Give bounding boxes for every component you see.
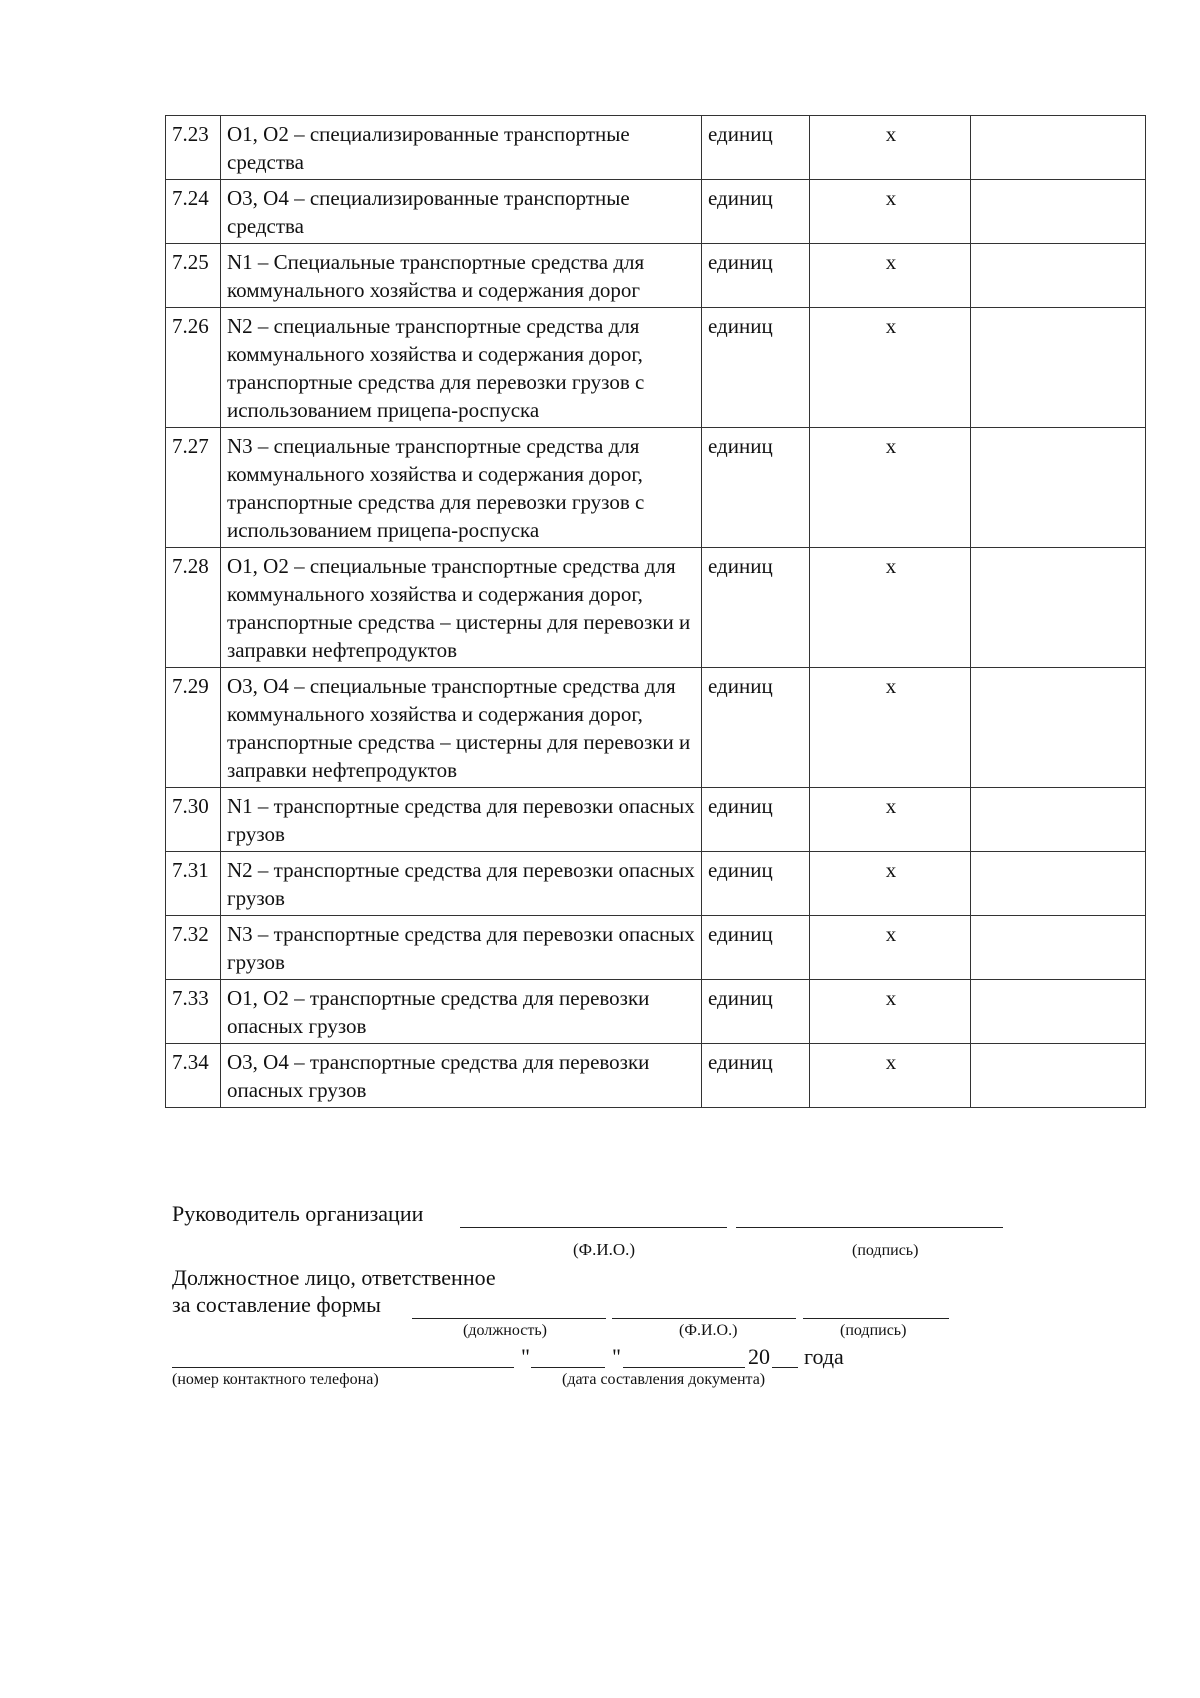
phone-line[interactable] bbox=[172, 1367, 514, 1368]
unit-cell: единиц bbox=[702, 916, 810, 980]
value-cell: x bbox=[810, 852, 971, 916]
row-number-cell: 7.23 bbox=[166, 116, 221, 180]
table-row bbox=[166, 980, 1146, 1044]
row-number-cell: 7.24 bbox=[166, 180, 221, 244]
date-year-line[interactable] bbox=[772, 1367, 798, 1368]
head-fio-line[interactable] bbox=[460, 1227, 727, 1228]
official-sign-line[interactable] bbox=[803, 1318, 949, 1319]
row-number-cell: 7.29 bbox=[166, 668, 221, 788]
row-number-cell: 7.30 bbox=[166, 788, 221, 852]
table-row bbox=[166, 668, 1146, 788]
quote-open: " bbox=[521, 1344, 530, 1369]
position-caption: (должность) bbox=[463, 1322, 547, 1339]
table-row bbox=[166, 244, 1146, 308]
row-number-cell: 7.33 bbox=[166, 980, 221, 1044]
input-cell[interactable] bbox=[971, 428, 1146, 548]
phone-caption: (номер контактного телефона) bbox=[172, 1371, 379, 1388]
unit-cell: единиц bbox=[702, 668, 810, 788]
value-cell: x bbox=[810, 428, 971, 548]
official-label-line1: Должностное лицо, ответственное bbox=[172, 1265, 496, 1290]
input-cell[interactable] bbox=[971, 180, 1146, 244]
unit-cell: единиц bbox=[702, 244, 810, 308]
row-number-cell: 7.32 bbox=[166, 916, 221, 980]
vehicle-category-cell: N2 – транспортные средства для перевозки опасных грузов bbox=[221, 852, 702, 916]
table-row bbox=[166, 852, 1146, 916]
unit-cell: единиц bbox=[702, 980, 810, 1044]
input-cell[interactable] bbox=[971, 668, 1146, 788]
input-cell[interactable] bbox=[971, 916, 1146, 980]
official-position-line[interactable] bbox=[412, 1318, 606, 1319]
official-label-line2: за составление формы bbox=[172, 1292, 381, 1317]
table-row bbox=[166, 428, 1146, 548]
head-fio-caption: (Ф.И.О.) bbox=[573, 1240, 636, 1259]
vehicle-category-cell: O3, O4 – специализированные транспортные средства bbox=[221, 180, 702, 244]
head-sign-line[interactable] bbox=[736, 1227, 1003, 1228]
input-cell[interactable] bbox=[971, 116, 1146, 180]
vehicle-category-cell: O1, O2 – специализированные транспортные средства bbox=[221, 116, 702, 180]
value-cell: x bbox=[810, 244, 971, 308]
vehicle-table bbox=[165, 115, 1146, 1108]
value-cell: x bbox=[810, 668, 971, 788]
vehicle-category-cell: N2 – специальные транспортные средства для коммунального хозяйства и содержания дорог, транспортные средства для перевозки грузов с использованием прицепа-роспуска bbox=[221, 308, 702, 428]
input-cell[interactable] bbox=[971, 980, 1146, 1044]
table-row bbox=[166, 1044, 1146, 1108]
input-cell[interactable] bbox=[971, 548, 1146, 668]
row-number-cell: 7.34 bbox=[166, 1044, 221, 1108]
unit-cell: единиц bbox=[702, 116, 810, 180]
input-cell[interactable] bbox=[971, 244, 1146, 308]
row-number-cell: 7.31 bbox=[166, 852, 221, 916]
input-cell[interactable] bbox=[971, 308, 1146, 428]
value-cell: x bbox=[810, 980, 971, 1044]
value-cell: x bbox=[810, 548, 971, 668]
value-cell: x bbox=[810, 116, 971, 180]
table-row bbox=[166, 788, 1146, 852]
value-cell: x bbox=[810, 1044, 971, 1108]
head-label: Руководитель организации bbox=[172, 1201, 424, 1226]
table-row bbox=[166, 308, 1146, 428]
value-cell: x bbox=[810, 788, 971, 852]
quote-close: " bbox=[612, 1344, 621, 1369]
vehicle-category-cell: O1, O2 – транспортные средства для перевозки опасных грузов bbox=[221, 980, 702, 1044]
value-cell: x bbox=[810, 180, 971, 244]
table-row bbox=[166, 116, 1146, 180]
vehicle-category-cell: N1 – Специальные транспортные средства для коммунального хозяйства и содержания дорог bbox=[221, 244, 702, 308]
table-row bbox=[166, 916, 1146, 980]
vehicle-category-cell: O3, O4 – транспортные средства для перевозки опасных грузов bbox=[221, 1044, 702, 1108]
table-row bbox=[166, 180, 1146, 244]
vehicle-category-cell: O1, O2 – специальные транспортные средства для коммунального хозяйства и содержания дорог, транспортные средства – цистерны для перевозки и заправки нефтепродуктов bbox=[221, 548, 702, 668]
input-cell[interactable] bbox=[971, 788, 1146, 852]
input-cell[interactable] bbox=[971, 852, 1146, 916]
official-fio-caption: (Ф.И.О.) bbox=[679, 1322, 738, 1339]
year-suffix: года bbox=[804, 1344, 844, 1369]
row-number-cell: 7.26 bbox=[166, 308, 221, 428]
unit-cell: единиц bbox=[702, 180, 810, 244]
table-row bbox=[166, 548, 1146, 668]
vehicle-category-cell: N3 – транспортные средства для перевозки опасных грузов bbox=[221, 916, 702, 980]
year-prefix: 20 bbox=[748, 1344, 770, 1369]
unit-cell: единиц bbox=[702, 548, 810, 668]
value-cell: x bbox=[810, 916, 971, 980]
official-sign-caption: (подпись) bbox=[840, 1322, 907, 1339]
head-sign-caption: (подпись) bbox=[852, 1242, 919, 1259]
vehicle-category-cell: N1 – транспортные средства для перевозки опасных грузов bbox=[221, 788, 702, 852]
date-day-line[interactable] bbox=[531, 1367, 605, 1368]
unit-cell: единиц bbox=[702, 308, 810, 428]
vehicle-table-body bbox=[166, 116, 1146, 1108]
vehicle-category-cell: O3, O4 – специальные транспортные средства для коммунального хозяйства и содержания дорог, транспортные средства – цистерны для перевозки и заправки нефтепродуктов bbox=[221, 668, 702, 788]
row-number-cell: 7.28 bbox=[166, 548, 221, 668]
row-number-cell: 7.25 bbox=[166, 244, 221, 308]
date-month-line[interactable] bbox=[623, 1367, 745, 1368]
official-fio-line[interactable] bbox=[612, 1318, 796, 1319]
input-cell[interactable] bbox=[971, 1044, 1146, 1108]
unit-cell: единиц bbox=[702, 1044, 810, 1108]
unit-cell: единиц bbox=[702, 788, 810, 852]
unit-cell: единиц bbox=[702, 428, 810, 548]
date-caption: (дата составления документа) bbox=[562, 1371, 766, 1388]
value-cell: x bbox=[810, 308, 971, 428]
row-number-cell: 7.27 bbox=[166, 428, 221, 548]
vehicle-category-cell: N3 – специальные транспортные средства для коммунального хозяйства и содержания дорог, транспортные средства для перевозки грузов с использованием прицепа-роспуска bbox=[221, 428, 702, 548]
unit-cell: единиц bbox=[702, 852, 810, 916]
